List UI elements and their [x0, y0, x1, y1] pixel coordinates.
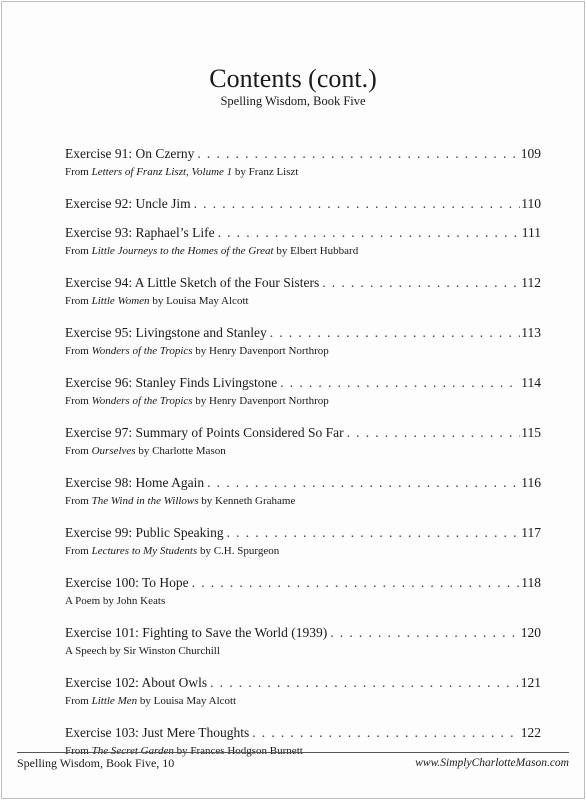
toc-entry-line	[65, 724, 541, 741]
toc-entry-line	[65, 624, 541, 641]
dot-leader	[207, 674, 520, 691]
source-work-title: The Secret Garden	[91, 745, 174, 757]
dot-leader	[319, 274, 520, 291]
source-work-title: Ourselves	[91, 445, 136, 457]
toc-entry-line	[65, 474, 541, 491]
source-prefix: From	[65, 295, 92, 307]
contents-list	[65, 145, 541, 774]
source-work-title: Wonders of the Tropics	[91, 345, 193, 357]
dot-leader	[344, 424, 521, 441]
source-prefix: From	[65, 166, 92, 178]
toc-entry-line	[65, 574, 541, 591]
source-prefix: From	[65, 445, 92, 457]
source-prefix: From	[65, 745, 92, 757]
toc-entry-title: Exercise 96: Stanley Finds Livingstone	[65, 375, 278, 390]
source-prefix: From	[65, 545, 92, 557]
dot-leader	[224, 524, 521, 541]
source-work-title: Wonders of the Tropics	[91, 395, 193, 407]
dot-leader	[327, 624, 520, 641]
dot-leader	[204, 474, 520, 491]
toc-entry-page: 118	[521, 575, 541, 590]
toc-entry	[65, 324, 541, 374]
toc-entry-title: Exercise 100: To Hope	[65, 575, 189, 590]
toc-entry-source	[65, 494, 541, 508]
toc-entry-page: 115	[521, 425, 541, 440]
toc-entry-line	[65, 674, 541, 691]
dot-leader	[194, 145, 519, 162]
toc-entry-line	[65, 524, 541, 541]
toc-entry-line	[65, 224, 541, 241]
source-prefix: A Speech by Sir Winston Churchill	[65, 645, 220, 657]
toc-entry-title: Exercise 91: On Czerny	[65, 146, 195, 161]
source-work-title: Little Women	[91, 295, 150, 307]
source-author: by Louisa May Alcott	[137, 695, 237, 707]
source-author: by C.H. Spurgeon	[197, 545, 280, 557]
source-work-title: Little Journeys to the Homes of the Great	[91, 245, 274, 257]
toc-entry	[65, 474, 541, 524]
source-work-title: Letters of Franz Liszt, Volume 1	[91, 166, 233, 178]
source-prefix: From	[65, 495, 92, 507]
source-work-title: The Wind in the Willows	[91, 495, 199, 507]
source-author: by Franz Liszt	[232, 166, 299, 178]
dot-leader	[189, 574, 521, 591]
source-author: by Louisa May Alcott	[149, 295, 249, 307]
footer-website: www.SimplyCharlotteMason.com	[415, 757, 569, 769]
toc-entry-title: Exercise 92: Uncle Jim	[65, 196, 191, 211]
source-work-title: Lectures to My Students	[91, 545, 198, 557]
page-subtitle: Spelling Wisdom, Book Five	[220, 94, 366, 108]
toc-entry-source	[65, 594, 541, 608]
toc-entry-title: Exercise 98: Home Again	[65, 475, 205, 490]
toc-entry-page: 114	[521, 375, 541, 390]
dot-leader	[191, 195, 521, 212]
toc-entry-source	[65, 294, 541, 308]
toc-entry-page: 112	[521, 275, 541, 290]
toc-entry-title: Exercise 102: About Owls	[65, 675, 208, 690]
toc-entry-title: Exercise 94: A Little Sketch of the Four Sisters	[65, 275, 320, 290]
source-author: by Kenneth Grahame	[198, 495, 296, 507]
source-author: by Elbert Hubbard	[273, 245, 359, 257]
toc-entry-page: 110	[521, 196, 541, 211]
source-author: by Henry Davenport Northrop	[192, 395, 329, 407]
footer-book-page: Spelling Wisdom, Book Five, 10	[17, 756, 175, 770]
toc-entry-page: 121	[520, 675, 541, 690]
toc-entry-source	[65, 394, 541, 408]
toc-entry-title: Exercise 95: Livingstone and Stanley	[65, 325, 267, 340]
toc-entry-line	[65, 424, 541, 441]
toc-entry-line	[65, 274, 541, 291]
toc-entry-line	[65, 145, 541, 162]
toc-entry-title: Exercise 103: Just Mere Thoughts	[65, 725, 250, 740]
toc-entry-source	[65, 444, 541, 458]
toc-entry	[65, 145, 541, 195]
toc-entry-source	[65, 644, 541, 658]
toc-entry	[65, 224, 541, 274]
source-author: by Henry Davenport Northrop	[192, 345, 329, 357]
toc-entry-line	[65, 324, 541, 341]
toc-entry	[65, 524, 541, 574]
toc-entry-page: 111	[521, 225, 541, 240]
toc-entry-page: 117	[521, 525, 541, 540]
toc-entry-page: 120	[520, 625, 541, 640]
document-page	[1, 1, 585, 799]
source-prefix: From	[65, 695, 92, 707]
source-prefix: From	[65, 345, 92, 357]
toc-entry-title: Exercise 99: Public Speaking	[65, 525, 224, 540]
toc-entry-page: 116	[521, 475, 541, 490]
toc-entry	[65, 195, 541, 224]
toc-entry-source	[65, 544, 541, 558]
toc-entry-line	[65, 374, 541, 391]
source-prefix: From	[65, 245, 92, 257]
toc-entry-page: 113	[521, 325, 541, 340]
toc-entry-title: Exercise 93: Raphael’s Life	[65, 225, 215, 240]
dot-leader	[277, 374, 520, 391]
toc-entry	[65, 574, 541, 624]
dot-leader	[267, 324, 521, 341]
source-work-title: Little Men	[91, 695, 138, 707]
toc-entry-page: 109	[520, 146, 541, 161]
toc-entry-source	[65, 694, 541, 708]
toc-entry	[65, 624, 541, 674]
toc-entry-source	[65, 344, 541, 358]
dot-leader	[215, 224, 521, 241]
toc-entry-source	[65, 165, 541, 179]
toc-entry-line	[65, 195, 541, 212]
source-prefix: From	[65, 395, 92, 407]
source-author: by Frances Hodgson Burnett	[173, 745, 303, 757]
dot-leader	[249, 724, 520, 741]
toc-entry	[65, 424, 541, 474]
toc-entry-title: Exercise 101: Fighting to Save the World (1939)	[65, 625, 328, 640]
toc-entry	[65, 674, 541, 724]
toc-entry	[65, 374, 541, 424]
toc-entry-source	[65, 244, 541, 258]
page-title: Contents (cont.)	[209, 64, 377, 93]
source-author: by Charlotte Mason	[135, 445, 226, 457]
toc-entry-title: Exercise 97: Summary of Points Considered So Far	[65, 425, 344, 440]
source-prefix: A Poem by John Keats	[65, 595, 166, 607]
toc-entry	[65, 274, 541, 324]
page-footer	[17, 752, 569, 770]
toc-entry-page: 122	[520, 725, 541, 740]
